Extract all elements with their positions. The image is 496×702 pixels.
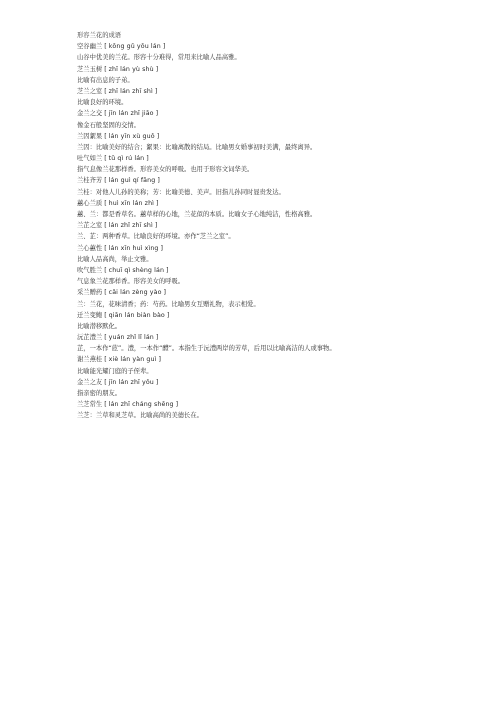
pinyin-open-bracket: [: [102, 199, 109, 207]
term-text: 蕙心兰质: [77, 199, 103, 207]
entry-definition: 兰、芷：两种香草。比喻良好的环境。亦作“芝兰之室”。: [77, 233, 235, 241]
entry-term: [77, 265, 477, 276]
pinyin-open-bracket: [: [102, 311, 109, 319]
pinyin-open-bracket: [: [102, 401, 109, 409]
pinyin-open-bracket: [: [102, 356, 109, 364]
term-text: 兰因絮果: [77, 132, 103, 140]
term-text: 谢兰燕桂: [77, 356, 103, 364]
term-text: 兰芷之室: [77, 222, 103, 230]
pinyin-open-bracket: [: [102, 132, 109, 140]
entry-list: [77, 41, 477, 421]
entry-term: [77, 198, 477, 209]
pinyin-close-bracket: ]: [154, 132, 160, 140]
term-text: 芝兰之室: [77, 87, 103, 95]
pinyin-open-bracket: [: [102, 222, 109, 230]
pinyin-open-bracket: [: [102, 43, 109, 51]
term-text: 金兰之交: [77, 110, 103, 118]
entry-definition: 兰：兰花，花味清香；药：芍药。比喻男女互赠礼物，表示相爱。: [77, 300, 260, 308]
pinyin-open-bracket: [: [102, 378, 109, 386]
term-pinyin: tǔ qì rú lán: [108, 155, 145, 163]
entry-term: [77, 332, 477, 343]
pinyin-close-bracket: ]: [144, 155, 149, 163]
term-text: 兰芝常生: [77, 401, 103, 409]
entry-definition: 比喻潜移默化。: [77, 322, 122, 330]
pinyin-close-bracket: ]: [164, 311, 170, 319]
term-pinyin: kōng gǔ yōu lán: [108, 43, 161, 51]
document-page: [77, 30, 477, 422]
pinyin-close-bracket: ]: [158, 244, 163, 252]
term-pinyin: zhī lán yù shù: [108, 65, 154, 73]
pinyin-open-bracket: [: [102, 177, 109, 185]
term-pinyin: xiè lán yàn guì: [108, 356, 157, 364]
pinyin-open-bracket: [: [102, 266, 109, 274]
pinyin-close-bracket: ]: [160, 43, 166, 51]
term-text: 芝兰玉树: [77, 65, 103, 73]
term-text: 空谷幽兰: [77, 43, 103, 51]
entry-definition: 山谷中优美的兰花。形容十分难得，常用来比喻人品高雅。: [77, 54, 241, 62]
entry-term: [77, 310, 477, 321]
entry-definition: 指亲密的朋友。: [77, 390, 122, 397]
pinyin-close-bracket: ]: [152, 87, 158, 95]
entry-term: [77, 243, 477, 254]
term-pinyin: chuī qì shèng lán: [108, 266, 165, 274]
entry-definition: 比喻人品高尚，举止文雅。: [77, 255, 153, 263]
entry-term: [77, 399, 477, 410]
term-pinyin: qiān lán biàn bào: [108, 311, 165, 319]
entry-definition: 兰芝：兰草和灵芝草。比喻高尚的美德长在。: [77, 412, 203, 420]
entry-term: [77, 377, 477, 388]
pinyin-close-bracket: ]: [154, 199, 159, 207]
pinyin-open-bracket: [: [102, 110, 109, 118]
entry-definition: 比喻能光耀门庭的子侄辈。: [77, 367, 153, 375]
entry-definition: 兰桂：对他人儿孙的美称；芳：比喻美德、美声。旧指儿孙同时显贵发达。: [77, 188, 285, 196]
term-text: 采兰赠药: [77, 289, 103, 297]
entry-term: [77, 41, 477, 52]
term-pinyin: huì xīn lán zhì: [108, 199, 155, 207]
pinyin-close-bracket: ]: [153, 378, 159, 386]
pinyin-close-bracket: ]: [153, 65, 159, 73]
term-pinyin: lán yīn xù guǒ: [108, 132, 155, 140]
pinyin-open-bracket: [: [102, 334, 109, 342]
entry-term: [77, 153, 477, 164]
entry-definition: 兰因：比喻美好的结合；絮果：比喻离散的结局。比喻男女婚事初时美满，最终离异。: [77, 143, 317, 151]
pinyin-close-bracket: ]: [153, 334, 159, 342]
entry-term: [77, 220, 477, 231]
entry-term: [77, 287, 477, 298]
pinyin-close-bracket: ]: [155, 177, 160, 185]
pinyin-close-bracket: ]: [156, 356, 161, 364]
term-text: 吐气如兰: [77, 155, 103, 163]
entry-term: [77, 86, 477, 97]
term-pinyin: cǎi lán zèng yào: [108, 289, 162, 297]
term-text: 迁兰变鲍: [77, 311, 103, 319]
pinyin-open-bracket: [: [102, 155, 109, 163]
term-pinyin: yuán zhǐ lǐ lán: [108, 334, 154, 342]
document-title: 形容兰花的成语: [77, 32, 122, 39]
entry-definition: 指气息像兰花那样香。形容美女的呼吸。也用于形容文词华美。: [77, 166, 254, 174]
term-text: 兰桂齐芳: [77, 177, 103, 185]
pinyin-close-bracket: ]: [173, 401, 179, 409]
entry-term: [77, 64, 477, 75]
entry-term: [77, 108, 477, 119]
pinyin-open-bracket: [: [102, 65, 109, 73]
term-text: 吹气胜兰: [77, 266, 103, 274]
term-pinyin: jīn lán zhī yǒu: [108, 378, 154, 386]
entry-definition: 比喻良好的环境。: [77, 99, 128, 107]
term-text: 沅芷澧兰: [77, 334, 103, 342]
entry-term: [77, 131, 477, 142]
term-pinyin: jīn lán zhī jiāo: [108, 110, 154, 118]
term-pinyin: lán xīn huì xìng: [108, 244, 159, 252]
pinyin-open-bracket: [: [102, 87, 109, 95]
entry-definition: 蕙、兰：都是香草名。蕙草样的心地，兰花似的本质。比喻女子心地纯洁，性格高雅。: [77, 211, 317, 218]
entry-term: [77, 354, 477, 365]
pinyin-close-bracket: ]: [164, 266, 169, 274]
entry-definition: 气息象兰花那样香。形容美女的呼吸。: [77, 278, 185, 286]
term-pinyin: lán zhǐ zhī shì: [108, 222, 153, 230]
pinyin-open-bracket: [: [102, 289, 109, 297]
entry-definition: 像金石般坚固的交情。: [77, 121, 140, 129]
term-text: 兰心蕙性: [77, 244, 103, 252]
entry-definition: 比喻有出息的子弟。: [77, 76, 134, 84]
pinyin-close-bracket: ]: [153, 110, 159, 118]
term-pinyin: lán guì qí fāng: [108, 177, 156, 185]
pinyin-close-bracket: ]: [152, 222, 158, 230]
pinyin-close-bracket: ]: [161, 289, 167, 297]
term-pinyin: lán zhī cháng shēng: [108, 401, 174, 409]
pinyin-open-bracket: [: [102, 244, 109, 252]
entry-definition: 芷，一本作“茝”。澧，一本作“醴”。本指生于沅澧两岸的芳草，后用以比喻高洁的人或事物。: [77, 345, 336, 353]
term-text: 金兰之友: [77, 378, 103, 386]
term-pinyin: zhī lán zhī shì: [108, 87, 153, 95]
entry-term: [77, 175, 477, 186]
